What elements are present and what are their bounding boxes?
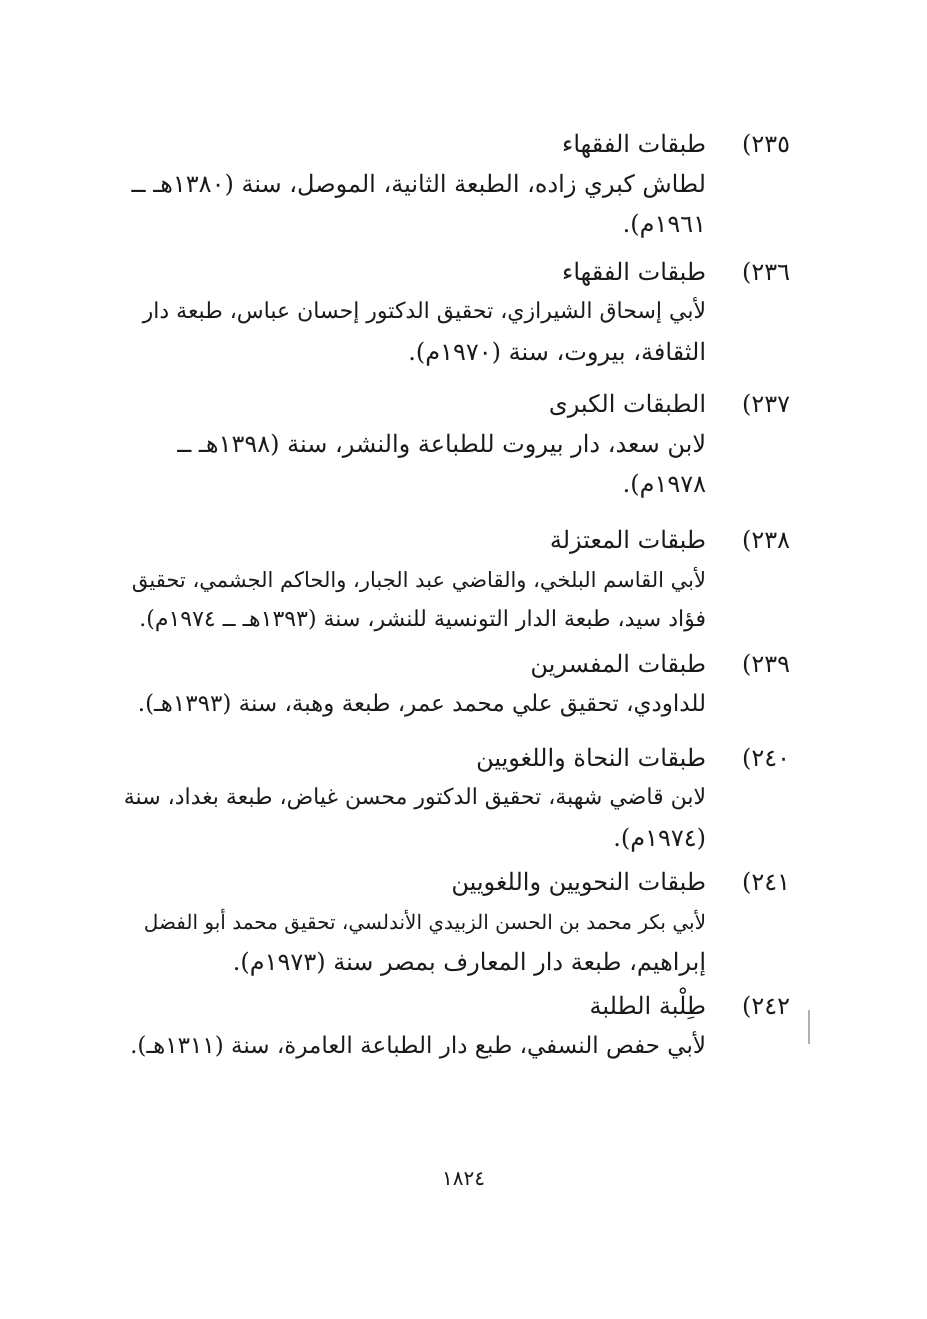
entry-detail-line: ١٩٦١م). bbox=[622, 210, 706, 238]
entry-heading bbox=[120, 862, 790, 902]
entry-detail-line: للداودي، تحقيق علي محمد عمر، طبعة وهبة، سنة (١٣٩٣هـ). bbox=[137, 691, 706, 717]
entry-detail-line: (١٩٧٤م). bbox=[613, 824, 706, 852]
entry-detail-line: الثقافة، بيروت، سنة (١٩٧٠م). bbox=[408, 338, 706, 366]
entry-detail-line: لابن قاضي شهبة، تحقيق الدكتور محسن غياض، طبعة بغداد، سنة bbox=[123, 785, 706, 810]
page-number: ١٨٢٤ bbox=[442, 1166, 485, 1190]
entry-heading bbox=[120, 986, 790, 1026]
bibliography-entry bbox=[120, 862, 790, 986]
bibliography-entry bbox=[120, 384, 790, 508]
entry-title: طبقات النحاة واللغويين bbox=[476, 744, 706, 772]
entry-details bbox=[120, 164, 706, 248]
entry-title: طِلْبة الطلبة bbox=[589, 992, 706, 1020]
entry-title: الطبقات الكبرى bbox=[548, 390, 706, 418]
entry-details bbox=[120, 902, 706, 986]
bibliography-entry bbox=[120, 252, 790, 376]
entry-detail-line: لابن سعد، دار بيروت للطباعة والنشر، سنة (١٣٩٨هـ ــ bbox=[177, 430, 706, 458]
entry-details bbox=[120, 424, 706, 508]
entry-number: ٢٤٢) bbox=[741, 992, 790, 1020]
bibliography-entry bbox=[120, 738, 790, 862]
entry-heading bbox=[120, 738, 790, 778]
entry-details bbox=[120, 684, 706, 728]
entry-detail-line: لأبي إسحاق الشيرازي، تحقيق الدكتور إحسان عباس، طبعة دار bbox=[142, 299, 706, 324]
entry-number: ٢٣٦) bbox=[741, 258, 790, 286]
entry-details bbox=[120, 560, 706, 644]
entry-heading bbox=[120, 124, 790, 164]
bibliography-list bbox=[120, 124, 790, 1070]
entry-details bbox=[120, 292, 706, 376]
entry-title: طبقات المفسرين bbox=[530, 650, 706, 678]
entry-heading bbox=[120, 252, 790, 292]
entry-number: ٢٣٧) bbox=[741, 390, 790, 418]
entry-title: طبقات النحويين واللغويين bbox=[451, 868, 706, 896]
entry-number: ٢٤١) bbox=[741, 868, 790, 896]
entry-number: ٢٣٩) bbox=[741, 650, 790, 678]
entry-detail-line: لأبي حفص النسفي، طبع دار الطباعة العامرة، سنة (١٣١١هـ). bbox=[130, 1033, 706, 1059]
entry-title: طبقات الفقهاء bbox=[562, 258, 706, 286]
margin-mark bbox=[808, 1010, 810, 1044]
entry-number: ٢٣٥) bbox=[741, 130, 790, 158]
bibliography-entry bbox=[120, 644, 790, 728]
entry-detail-line: لأبي بكر محمد بن الحسن الزبيدي الأندلسي، تحقيق محمد أبو الفضل bbox=[143, 910, 706, 934]
entry-detail-line: فؤاد سيد، طبعة الدار التونسية للنشر، سنة (١٣٩٣هـ ــ ١٩٧٤م). bbox=[139, 607, 706, 632]
entry-details bbox=[120, 1026, 706, 1070]
entry-detail-line: لطاش كبري زاده، الطبعة الثانية، الموصل، سنة (١٣٨٠هـ ــ bbox=[131, 170, 706, 198]
entry-details bbox=[120, 778, 706, 862]
entry-detail-line: ١٩٧٨م). bbox=[622, 470, 706, 498]
entry-heading bbox=[120, 644, 790, 684]
entry-number: ٢٤٠) bbox=[741, 744, 790, 772]
entry-heading bbox=[120, 384, 790, 424]
entry-title: طبقات المعتزلة bbox=[549, 526, 706, 554]
entry-heading bbox=[120, 520, 790, 560]
entry-title: طبقات الفقهاء bbox=[562, 130, 706, 158]
bibliography-entry bbox=[120, 520, 790, 644]
entry-number: ٢٣٨) bbox=[741, 526, 790, 554]
entry-detail-line: لأبي القاسم البلخي، والقاضي عبد الجبار، والحاكم الجشمي، تحقيق bbox=[131, 568, 706, 592]
entry-detail-line: إبراهيم، طبعة دار المعارف بمصر سنة (١٩٧٣م). bbox=[232, 948, 706, 976]
bibliography-entry bbox=[120, 124, 790, 248]
bibliography-entry bbox=[120, 986, 790, 1070]
